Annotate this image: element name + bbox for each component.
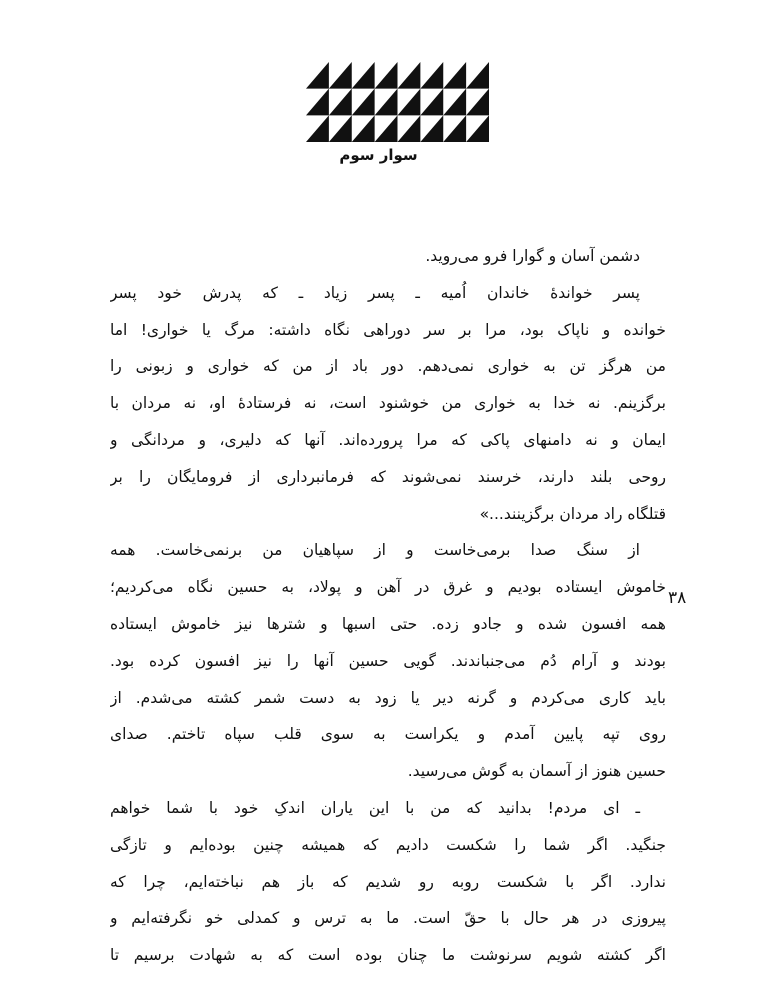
text-line: خوانده و ناپاک بود، مرا بر سر دوراهی نگاه داشته: مرگ یا خواری! اما xyxy=(110,320,666,339)
page-number: ۳۸ xyxy=(668,588,687,608)
ornament-triangle xyxy=(420,115,443,142)
text-line: ـ ای مردم! بدانید که من با این یاران اندکِ خود با شما خواهم xyxy=(110,798,640,817)
ornament-triangle xyxy=(398,62,421,89)
ornament-triangle xyxy=(443,89,466,116)
text-line: بودند و آرام دُم می‌جنباندند. گویی حسین آنها را نیز افسون کرده بود. xyxy=(110,651,666,670)
ornament-triangle xyxy=(398,89,421,116)
ornament-triangle xyxy=(375,62,398,89)
ornament-triangle xyxy=(306,115,329,142)
ornament-triangle xyxy=(352,89,375,116)
ornament-triangle xyxy=(306,89,329,116)
ornament-triangle xyxy=(466,115,489,142)
ornament-triangle xyxy=(329,62,352,89)
ornament-triangle xyxy=(443,115,466,142)
ornament-triangle xyxy=(398,115,421,142)
text-line: روحی بلند دارند، خرسند نمی‌شوند که فرمانبرداری از فرومایگان را بر xyxy=(110,467,666,486)
ornament-triangle xyxy=(420,89,443,116)
text-line: اگر کشته شویم سرنوشت ما چنان بوده است که به شهادت برسیم تا xyxy=(110,946,666,965)
ornament-triangle xyxy=(352,62,375,89)
ornament-triangle xyxy=(466,89,489,116)
ornament-triangle xyxy=(329,89,352,116)
ornament-triangle xyxy=(466,62,489,89)
ornament-triangle xyxy=(329,115,352,142)
body-text xyxy=(110,238,666,974)
ornament-triangle xyxy=(443,62,466,89)
text-line: روی تپه پایین آمدم و یکراست به سوی قلب سپاه تاختم. صدای xyxy=(110,725,666,744)
text-line: پسر خواندهٔ خاندان اُمیه ـ پسر زیاد ـ که پدرش خود پسر xyxy=(110,283,640,302)
text-line: دشمن آسان و گوارا فرو می‌روید. xyxy=(425,247,640,265)
text-line: حسین هنوز از آسمان به گوش می‌رسید. xyxy=(407,762,666,781)
ornament-triangle xyxy=(420,62,443,89)
text-line: باید کاری می‌کردم و گرنه دیر یا زود به دست شمر کشته می‌شدم. از xyxy=(110,688,666,707)
text-line: همه افسون شده و جادو زده. حتی اسبها و شترها نیز خاموش ایستاده xyxy=(110,614,666,633)
triangle-ornament xyxy=(306,62,489,142)
text-line: برگزینم. نه خدا به خواری من خوشنود است، نه فرستادهٔ او، نه مردان با xyxy=(110,394,666,413)
text-line: من هرگز تن به خواری نمی‌دهم. دور باد از من که خواری و زبونی را xyxy=(110,357,666,376)
text-line: خاموش ایستاده بودیم و غرق در آهن و پولاد، به حسین نگاه می‌کردیم؛ xyxy=(110,578,666,597)
text-line: ایمان و نه دامنهای پاکی که مرا پرورده‌اند. آنها که دلیری، و مردانگی و xyxy=(110,430,666,449)
text-line: پیروزی در هر حال با حقّ است. ما به ترس و کمدلی خو نگرفته‌ایم و xyxy=(110,909,666,928)
chapter-title: سوار سوم xyxy=(339,146,418,164)
ornament-triangle xyxy=(375,89,398,116)
ornament-triangle xyxy=(352,115,375,142)
text-line: ندارد. اگر با شکست روبه رو شدیم که باز هم نباخته‌ایم، چرا که xyxy=(110,872,666,891)
ornament-triangle xyxy=(306,62,329,89)
text-line: قتلگاه راد مردان برگزینند...» xyxy=(479,504,666,523)
text-line: از سنگ صدا برمی‌خاست و از سپاهیان من برنمی‌خاست. همه xyxy=(110,541,640,560)
text-line: جنگید. اگر شما را شکست دادیم که همیشه چنین بوده‌ایم و تازگی xyxy=(110,835,666,854)
ornament-triangle xyxy=(375,115,398,142)
